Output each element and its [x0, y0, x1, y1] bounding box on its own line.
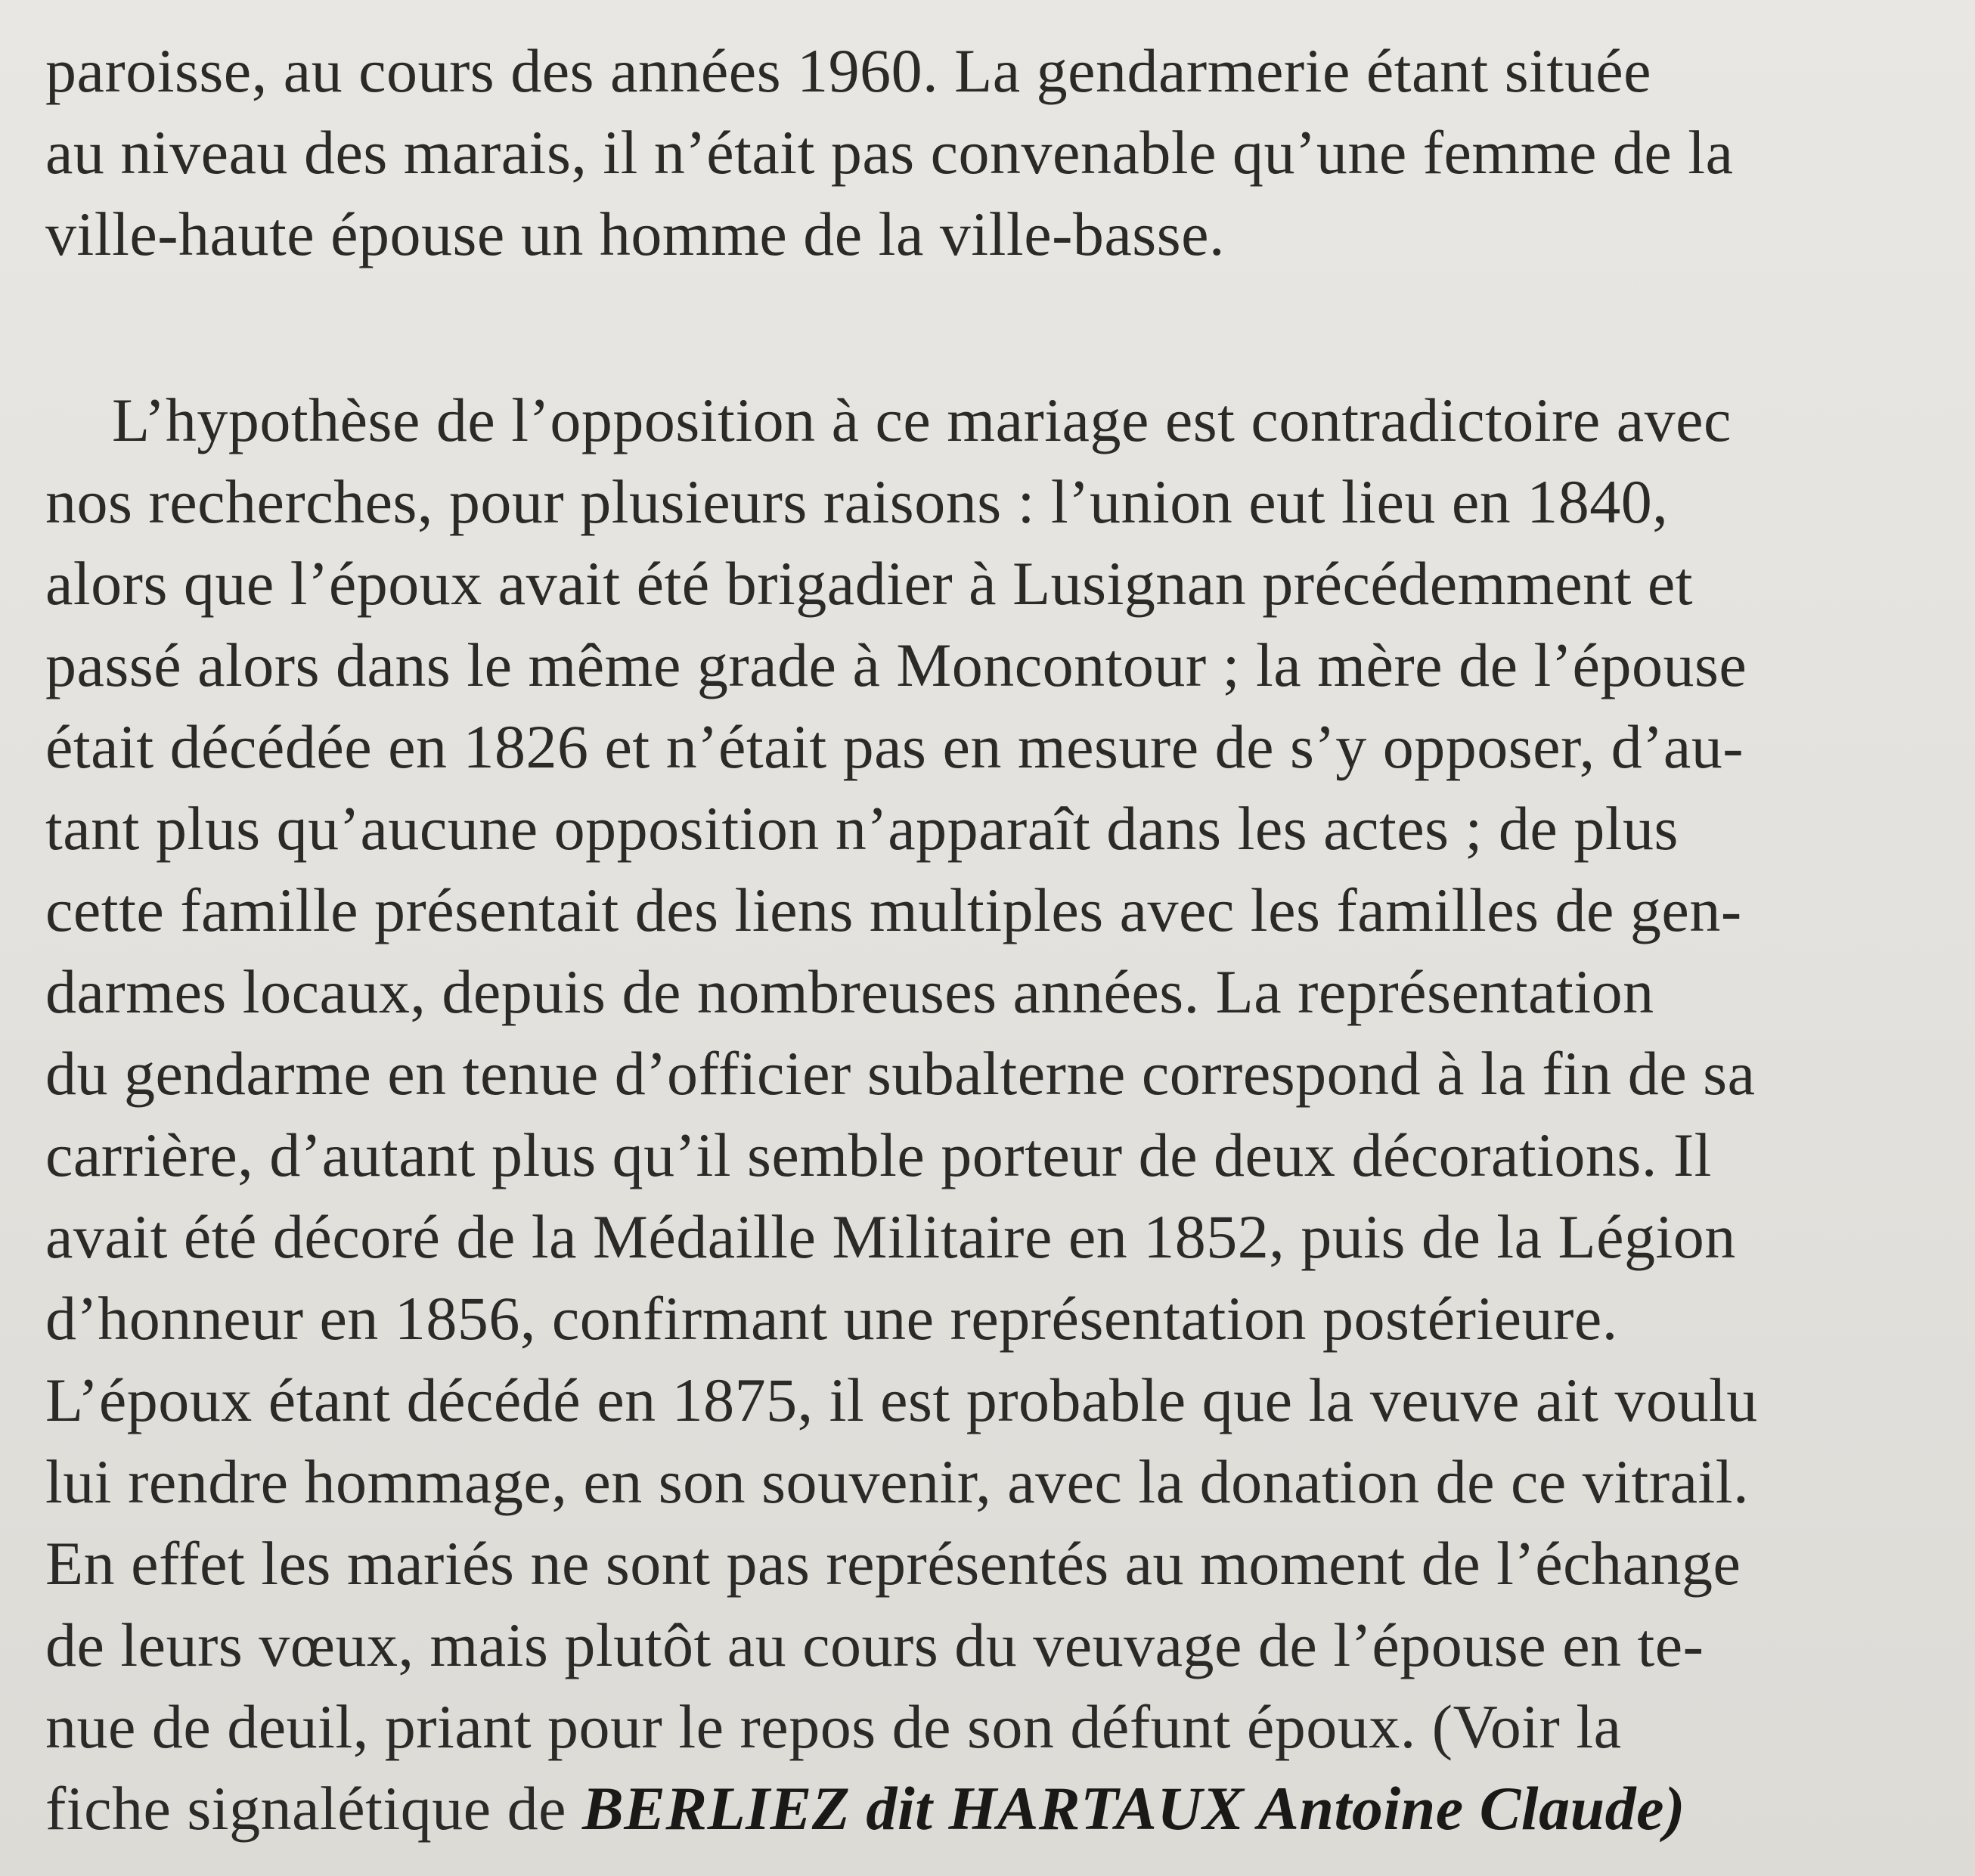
last-line-prefix: fiche signalétique de: [45, 1774, 583, 1843]
text-line: darmes locaux, depuis de nombreuses années. La représentation: [45, 957, 1654, 1026]
text-line: cette famille présentait des liens multiples avec les familles de gen-: [45, 876, 1742, 944]
text-line: passé alors dans le même grade à Moncontour ; la mère de l’épouse: [45, 631, 1747, 699]
text-line: alors que l’époux avait été brigadier à Lusignan précédemment et: [45, 549, 1694, 618]
text-line: nue de deuil, priant pour le repos de son défunt époux. (Voir la: [45, 1692, 1622, 1761]
text-line: En effet les mariés ne sont pas représentés au moment de l’échange: [45, 1529, 1741, 1598]
text-line: L’époux étant décédé en 1875, il est probable que la veuve ait voulu: [45, 1366, 1758, 1434]
text-line-last: [45, 1768, 1936, 1850]
text-line: du gendarme en tenue d’officier subalterne correspond à la fin de sa: [45, 1039, 1756, 1108]
text-line: paroisse, au cours des années 1960. La gendarmerie étant située: [45, 36, 1651, 105]
text-line: lui rendre hommage, en son souvenir, avec la donation de ce vitrail.: [45, 1447, 1750, 1516]
text-line: carrière, d’autant plus qu’il semble porteur de deux décorations. Il: [45, 1121, 1712, 1189]
text-line: nos recherches, pour plusieurs raisons : l’union eut lieu en 1840,: [45, 467, 1669, 536]
text-line: ville-haute épouse un homme de la ville-basse.: [45, 200, 1226, 268]
text-line: tant plus qu’aucune opposition n’apparaît dans les actes ; de plus: [45, 794, 1679, 863]
paragraph-gap: [45, 275, 1936, 380]
person-name: BERLIEZ dit HARTAUX Antoine Claude): [582, 1774, 1685, 1843]
text-line: L’hypothèse de l’opposition à ce mariage est contradictoire avec: [112, 386, 1732, 454]
text-line: avait été décoré de la Médaille Militaire en 1852, puis de la Légion: [45, 1202, 1736, 1271]
text-line: de leurs vœux, mais plutôt au cours du veuvage de l’épouse en te-: [45, 1611, 1704, 1679]
text-line: au niveau des marais, il n’était pas convenable qu’une femme de la: [45, 118, 1734, 187]
text-line: d’honneur en 1856, confirmant une représentation postérieure.: [45, 1284, 1618, 1353]
text-line: était décédée en 1826 et n’était pas en mesure de s’y opposer, d’au-: [45, 712, 1744, 781]
text-body: [45, 30, 1936, 1850]
